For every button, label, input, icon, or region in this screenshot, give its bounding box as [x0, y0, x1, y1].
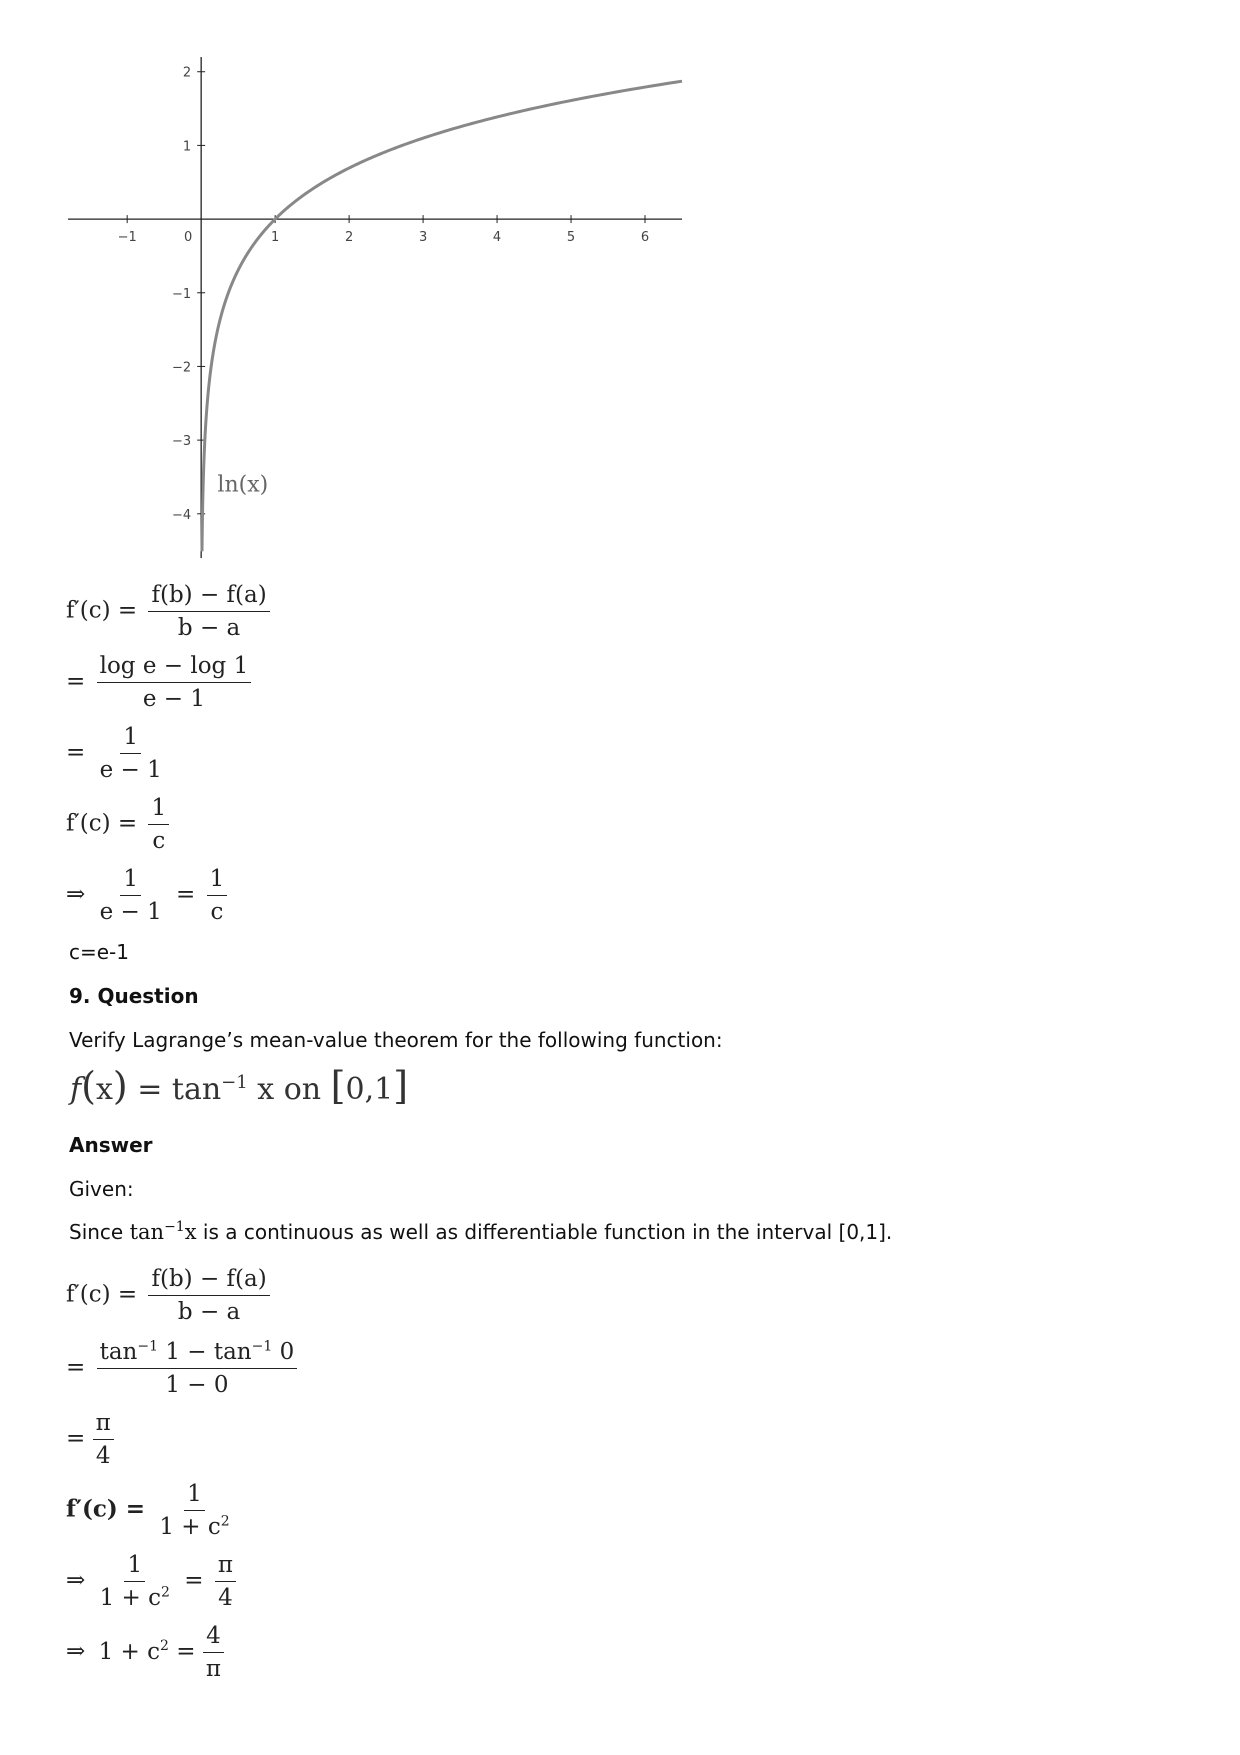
answer-tan-step [66, 1339, 301, 1398]
fpc-label: f′(c) = [66, 810, 138, 837]
tan-inverse-inline [130, 1220, 197, 1244]
question-heading: 9. Question [69, 984, 199, 1008]
denominator: c [210, 899, 224, 925]
x-symbol: x [184, 1220, 197, 1244]
fraction [97, 866, 165, 925]
fpc-label: f′(c) = [66, 597, 138, 624]
denominator: e − 1 [99, 757, 162, 783]
lhs-text: 1 + c [98, 1638, 161, 1665]
since-rest: is a continuous as well as differentiable function in the interval [0,1]. [202, 1220, 893, 1244]
denominator [156, 1511, 232, 1540]
denominator: e − 1 [142, 686, 205, 712]
step-simplified [66, 724, 169, 783]
equals: = [176, 881, 196, 908]
x-tick-label: 2 [344, 230, 354, 246]
equals: = [66, 739, 86, 766]
square-exponent: 2 [160, 1637, 169, 1654]
y-tick-label: 2 [182, 65, 192, 81]
y-tick-label: 1 [182, 139, 192, 155]
step-fpc-def [66, 582, 274, 641]
y-tick-label: −4 [171, 507, 192, 523]
numerator: 4 [203, 1623, 224, 1653]
numerator: π [93, 1410, 114, 1440]
numerator: log e − log 1 [97, 653, 252, 683]
tan-text: tan [99, 1339, 138, 1365]
fraction [97, 653, 252, 712]
zero-text: 0 [272, 1339, 295, 1365]
denominator: 1 − 0 [165, 1372, 229, 1398]
denominator: b − a [177, 615, 241, 641]
f-symbol: f [70, 1072, 82, 1107]
tan-text: = tan [137, 1072, 222, 1107]
function-definition: $f(x) = \tan^{-1} x$ on [0,1] [70, 1064, 409, 1108]
fpc-label: f′(c) = [66, 1495, 146, 1523]
numerator: f(b) − f(a) [148, 1266, 269, 1296]
numerator: 1 [124, 1552, 145, 1582]
inverse-exponent: −1 [251, 1338, 273, 1355]
fraction [207, 866, 228, 925]
fraction [97, 724, 165, 783]
square-exponent: 2 [220, 1513, 230, 1530]
denominator: π [205, 1656, 221, 1682]
ln-curve [202, 81, 682, 551]
since-text: Since [69, 1220, 124, 1244]
answer-fpc-def [66, 1266, 274, 1325]
fraction [97, 1552, 173, 1611]
equals: = [184, 1567, 204, 1594]
y-tick-label: −2 [171, 360, 192, 376]
denominator: 4 [218, 1585, 233, 1611]
equals: = [66, 668, 86, 695]
fraction [93, 1410, 114, 1469]
numerator: 1 [148, 795, 169, 825]
tan-text: tan [129, 1220, 165, 1244]
implies-symbol: ⇒ [66, 881, 86, 908]
y-tick-label: −1 [171, 286, 192, 302]
numerator: f(b) − f(a) [148, 582, 269, 612]
answer-fpc-derivative [66, 1481, 237, 1540]
inverse-exponent: −1 [137, 1338, 159, 1355]
denominator: c [152, 828, 166, 854]
x-tick-label: 6 [640, 230, 650, 246]
fraction [215, 1552, 236, 1611]
curve-label: ln(x) [217, 472, 269, 498]
fraction [203, 1623, 224, 1682]
implies-symbol: ⇒ [66, 1567, 86, 1594]
equals: = [176, 1638, 196, 1665]
answer-last-step [66, 1623, 228, 1682]
numerator: 1 [120, 724, 141, 754]
implies-symbol: ⇒ [66, 1638, 86, 1665]
equals: = [66, 1354, 86, 1381]
answer-implies [66, 1552, 240, 1611]
fraction [148, 795, 169, 854]
x-tick-label: 4 [492, 230, 502, 246]
numerator: 1 [207, 866, 228, 896]
inverse-exponent: −1 [221, 1072, 248, 1093]
x-tick-label: 5 [566, 230, 576, 246]
x-symbol: x [95, 1072, 113, 1107]
interval: 0,1 [345, 1072, 394, 1107]
denominator: e − 1 [99, 899, 162, 925]
x-tick-label: 1 [270, 230, 280, 246]
denominator [97, 1582, 173, 1611]
given-label: Given: [69, 1177, 134, 1201]
fraction [148, 582, 269, 641]
inverse-exponent: −1 [164, 1219, 185, 1235]
step-fpc-1c [66, 795, 173, 854]
x-tick-label: 0 [184, 230, 193, 246]
ln-chart [0, 0, 720, 580]
square-exponent: 2 [161, 1584, 170, 1601]
question-prompt: Verify Lagrange’s mean-value theorem for the following function: [69, 1028, 723, 1052]
equals: = [66, 1425, 86, 1452]
x-tick-label: 3 [418, 230, 428, 246]
fpc-label: f′(c) = [66, 1281, 138, 1308]
numerator: 1 [184, 1481, 205, 1511]
answer-heading: Answer [69, 1133, 153, 1157]
y-tick-label: −3 [171, 434, 192, 450]
fraction [148, 1266, 269, 1325]
numerator: 1 [120, 866, 141, 896]
den-text: 1 + c [159, 1514, 221, 1540]
x-on-text: x on [257, 1072, 322, 1107]
denominator: b − a [177, 1299, 241, 1325]
step-log [66, 653, 255, 712]
fraction [156, 1481, 232, 1540]
numerator: π [215, 1552, 236, 1582]
numerator [97, 1339, 298, 1369]
since-sentence [69, 1219, 892, 1245]
den-text: 1 + c [99, 1585, 162, 1611]
denominator: 4 [95, 1443, 111, 1469]
answer-pi-over-4 [66, 1410, 118, 1469]
tan-text: 1 − tan [158, 1339, 252, 1365]
result-c: c=e-1 [69, 940, 129, 964]
fraction [97, 1339, 298, 1398]
step-implies [66, 866, 231, 925]
x-tick-label: −1 [117, 230, 137, 246]
